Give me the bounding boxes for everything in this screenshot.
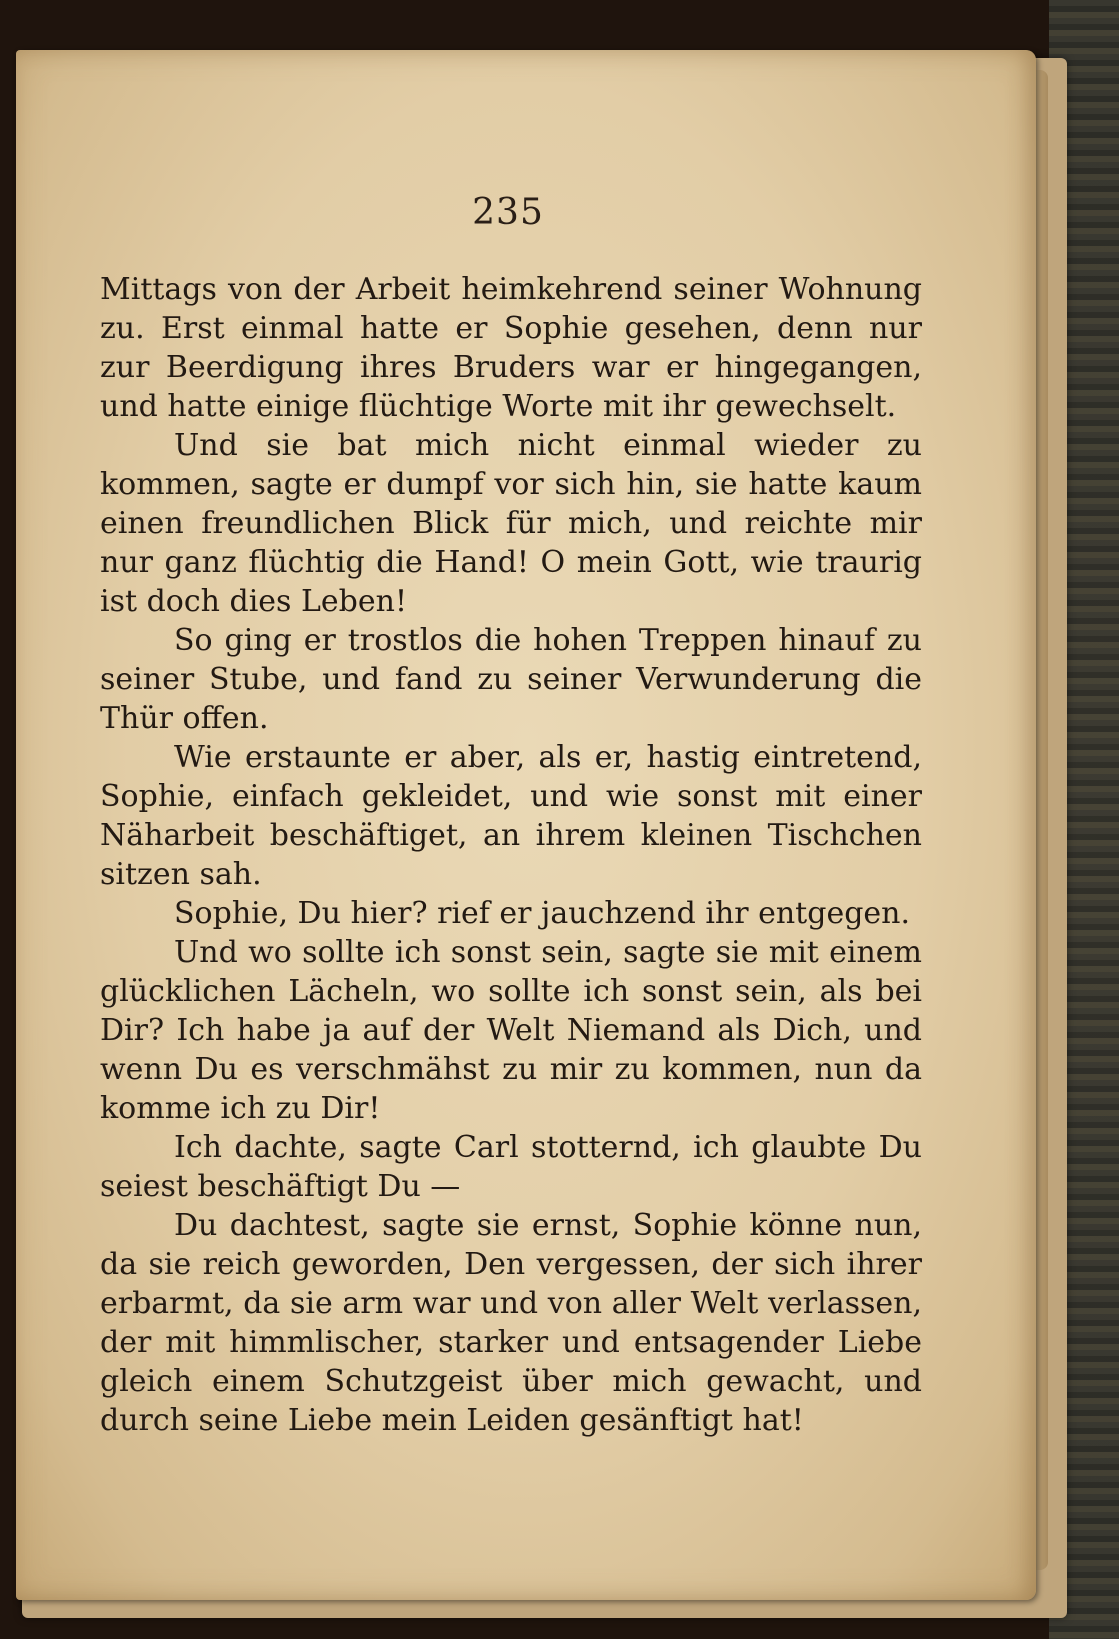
page-text (100, 270, 922, 1440)
paragraph-6: Und wo sollte ich sonst sein, sagte sie mit einem glücklichen Lächeln, wo sollte ich sonst sein, als bei Dir? Ich habe ja auf der Welt Niemand als Dich, und wenn Du es verschmähst zu mir zu kommen, nun da komme ich zu Dir! (100, 935, 922, 1126)
paragraph-1: Mittags von der Arbeit heimkehrend seiner Wohnung zu. Erst einmal hatte er Sophie gesehen, denn nur zur Beerdigung ihres Bruders war er hingegangen, und hatte einige flüchtige Worte mit ihr gewechselt. (100, 272, 922, 424)
paragraph-3: So ging er trostlos die hohen Treppen hinauf zu seiner Stube, und fand zu seiner Verwunderung die Thür offen. (100, 623, 922, 736)
paragraph-2: Und sie bat mich nicht einmal wieder zu kommen, sagte er dumpf vor sich hin, sie hatte kaum einen freundlichen Blick für mich, und reichte mir nur ganz flüchtig die Hand! O mein Gott, wie traurig ist doch dies Leben! (100, 428, 922, 619)
paragraph-5: Sophie, Du hier? rief er jauchzend ihr entgegen. (174, 896, 911, 931)
book-page (16, 50, 1036, 1600)
page-number: 235 (472, 192, 544, 233)
paragraph-8: Du dachtest, sagte sie ernst, Sophie könne nun, da sie reich geworden, Den vergessen, der sich ihrer erbarmt, da sie arm war und von aller Welt verlassen, der mit himmlischer, starker und entsagender Liebe gleich einem Schutzgeist über mich gewacht, und durch seine Liebe mein Leiden gesänftigt hat! (100, 1208, 922, 1438)
paragraph-4: Wie erstaunte er aber, als er, hastig eintretend, Sophie, einfach gekleidet, und wie sonst mit einer Näharbeit beschäftiget, an ihrem kleinen Tischchen sitzen sah. (100, 740, 922, 892)
paragraph-7: Ich dachte, sagte Carl stotternd, ich glaubte Du seiest beschäftigt Du — (100, 1130, 922, 1204)
